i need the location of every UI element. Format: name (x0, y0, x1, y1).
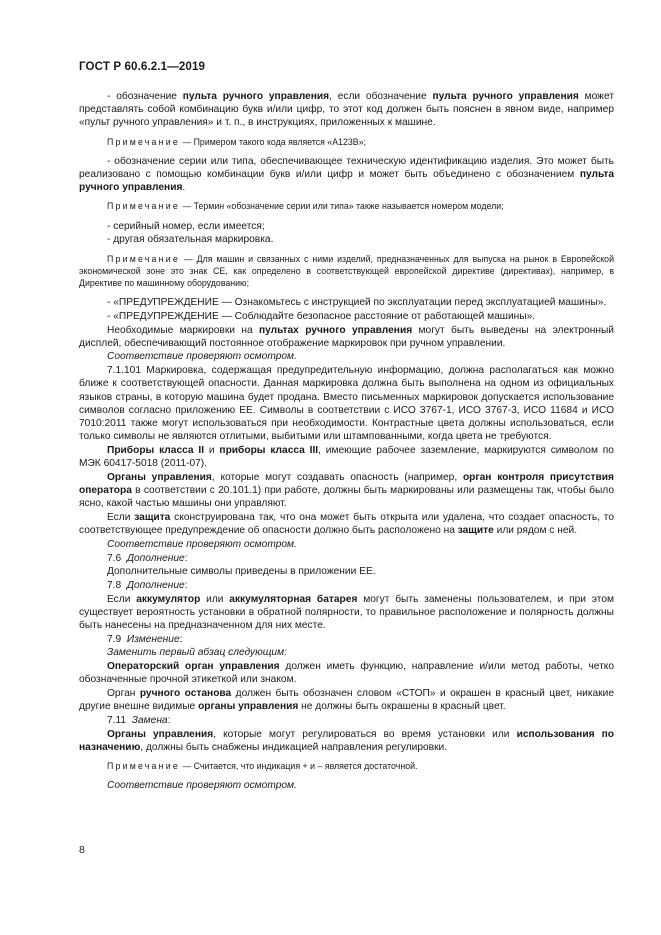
bold-term: пульта ручного управления (432, 91, 579, 102)
bold-term: защита (134, 511, 171, 523)
bold-term: пульта ручного управления (182, 91, 330, 102)
note-label: Примечание (107, 201, 180, 212)
note-text: — Для машин и связанных с ними изделий, предназначенных для выпуска на рынок в Европейской экономической зоне это знак CE, как определено в соответствующей европейской директиве (директивах), например, в Директиве по машинному оборудованию; (79, 253, 614, 288)
list-item: - другая обязательная маркировка. (107, 234, 274, 246)
compliance-text: Соответствие проверяют осмотром. (107, 351, 297, 363)
paragraph (79, 646, 614, 659)
paragraph: Если защита сконструирована так, что она может быть открыта или удалена, что создает опасность, то соответствующее предупреждение об опасности должно быть расположено на защите или рядом с ней. (79, 511, 614, 537)
note-text: — Считается, что индикация + и – является достаточной. (179, 761, 418, 772)
list-item: - «ПРЕДУПРЕЖДЕНИЕ — Ознакомьтесь с инструкцией по эксплуатации перед эксплуатацией машины». (107, 297, 607, 309)
section-number: 7.6 (107, 552, 122, 564)
paragraph: Орган ручного останова должен быть обозначен словом «СТОП» и окрашен в красный цвет, никакие другие внешне видимые органы управления не должны быть окрашены в красный цвет. (79, 688, 614, 713)
bold-term: Органы управления (107, 728, 214, 740)
paragraph: - обозначение пульта ручного управления, если обозначение пульта ручного управления может представлять собой комбинацию букв и/или цифр, то этот код должен быть пояснен в явном виде, например «пульт ручного управления» и т. п., в инструкциях, приложенных к машине. (79, 91, 614, 129)
compliance-text: Соответствие проверяют осмотром. (107, 780, 297, 792)
bold-term: пульта ручного управления (79, 169, 614, 194)
bold-term: аккумулятор (136, 593, 201, 605)
bold-term: приборы класса III (219, 444, 319, 456)
section-label: Дополнение (126, 552, 185, 564)
paragraph: Необходимые маркировки на пультах ручного управления могут быть выведены на электронный дисплей, обеспечивающий постоянное отображение маркировок при ручном управлении. (79, 324, 614, 349)
note-text: — Примером такого кода является «A123B»; (179, 136, 366, 147)
paragraph: Если аккумулятор или аккумуляторная батарея могут быть заменены пользователем, и при этом существует вероятность установки в обратной полярности, то правильное расположение и полярность должны быть нанесены на предназначенном для них месте. (79, 593, 614, 632)
document-body (79, 90, 614, 792)
bold-term: органы управления (198, 701, 299, 713)
bold-term: Операторский орган управления (107, 661, 280, 673)
note (79, 760, 614, 772)
bold-term: защите (457, 525, 494, 537)
section-label: Дополнение (126, 579, 185, 591)
note-label: Примечание (107, 253, 180, 264)
paragraph: - обозначение серии или типа, обеспечивающее техническую идентификацию изделия. Это может быть реализовано с помощью комбинации букв и/или цифр и может быть объединено с обозначением пульта ручного управления. (79, 155, 614, 194)
section-heading: 7.6 Дополнение: (107, 552, 188, 564)
note-text: — Термин «обозначение серии или типа» также называется номером модели; (179, 201, 504, 212)
document-header: ГОСТ Р 60.6.2.1—2019 (79, 60, 206, 73)
bold-term: пультах ручного управления (259, 324, 413, 336)
compliance-text: Соответствие проверяют осмотром. (107, 538, 297, 550)
bold-term: Приборы класса II (107, 444, 205, 456)
paragraph: Операторский орган управления должен иметь функцию, направление и/или метод работы, четко обозначенные прочной этикеткой или знаком. (79, 661, 614, 686)
section-heading: 7.9 Изменение: (107, 633, 183, 645)
paragraph (79, 538, 614, 551)
bold-term: ручного останова (139, 688, 232, 700)
list-item: - «ПРЕДУПРЕЖДЕНИЕ — Соблюдайте безопасное расстояние от работающей машины». (107, 310, 536, 322)
bold-term: орган контроля присутствия оператора (79, 471, 614, 496)
section-label: Изменение (126, 633, 180, 645)
section-number: 7.11 (107, 714, 127, 726)
note-label: Примечание (107, 136, 180, 147)
section-heading: 7.11 Замена: (107, 714, 171, 726)
paragraph: Дополнительные символы приведены в приложении EE. (107, 566, 376, 578)
bold-term: использования по назначению (79, 728, 614, 753)
section-label: Замена (131, 714, 168, 726)
bold-term: аккумуляторная батарея (229, 593, 358, 605)
section-heading: 7.8 Дополнение: (107, 579, 188, 591)
paragraph: Приборы класса II и приборы класса III, имеющие рабочее заземление, маркируются символом по МЭК 60417-5018 (2011-07). (79, 444, 614, 470)
list-item: - серийный номер, если имеется; (107, 220, 265, 232)
section-number: 7.8 (107, 579, 122, 591)
paragraph: 7.1.101 Маркировка, содержащая предупредительную информацию, должна располагаться как можно ближе к соответствующей опасности. Данная маркировка должна быть выполнена на одном из официальных языков страны, в которую машина будет продана. Вместо письменных маркировок допускается использование символов согласно приложению EE. Символы в соответствии с ИСО 3767-1, ИСО 3767-3, ИСО 11684 и ИСО 7010:2011 также могут использоваться при необходимости. Контрастные цвета должны использоваться, если только символы не являются отлитыми, выбитыми или штампованными, когда цвета не требуются. (79, 365, 614, 443)
paragraph: Органы управления, которые могут регулироваться во время установки или использования по назначению, должны быть снабжены индикацией направления регулировки. (79, 728, 614, 753)
note (79, 200, 614, 212)
page-number: 8 (79, 844, 85, 856)
paragraph: Органы управления, которые могут создавать опасность (например, орган контроля присутствия оператора в соответствии с 20.101.1) при работе, должны быть маркированы или размещены так, чтобы было ясно, какой частью машины они управляют. (79, 471, 614, 510)
section-number: 7.9 (107, 633, 122, 645)
instruction-text: Заменить первый абзац следующим: (107, 647, 287, 659)
note (79, 253, 614, 290)
paragraph (79, 779, 614, 792)
bold-term: Органы управления (107, 471, 212, 483)
paragraph (79, 350, 614, 363)
note (79, 136, 614, 148)
note-label: Примечание (107, 761, 180, 772)
